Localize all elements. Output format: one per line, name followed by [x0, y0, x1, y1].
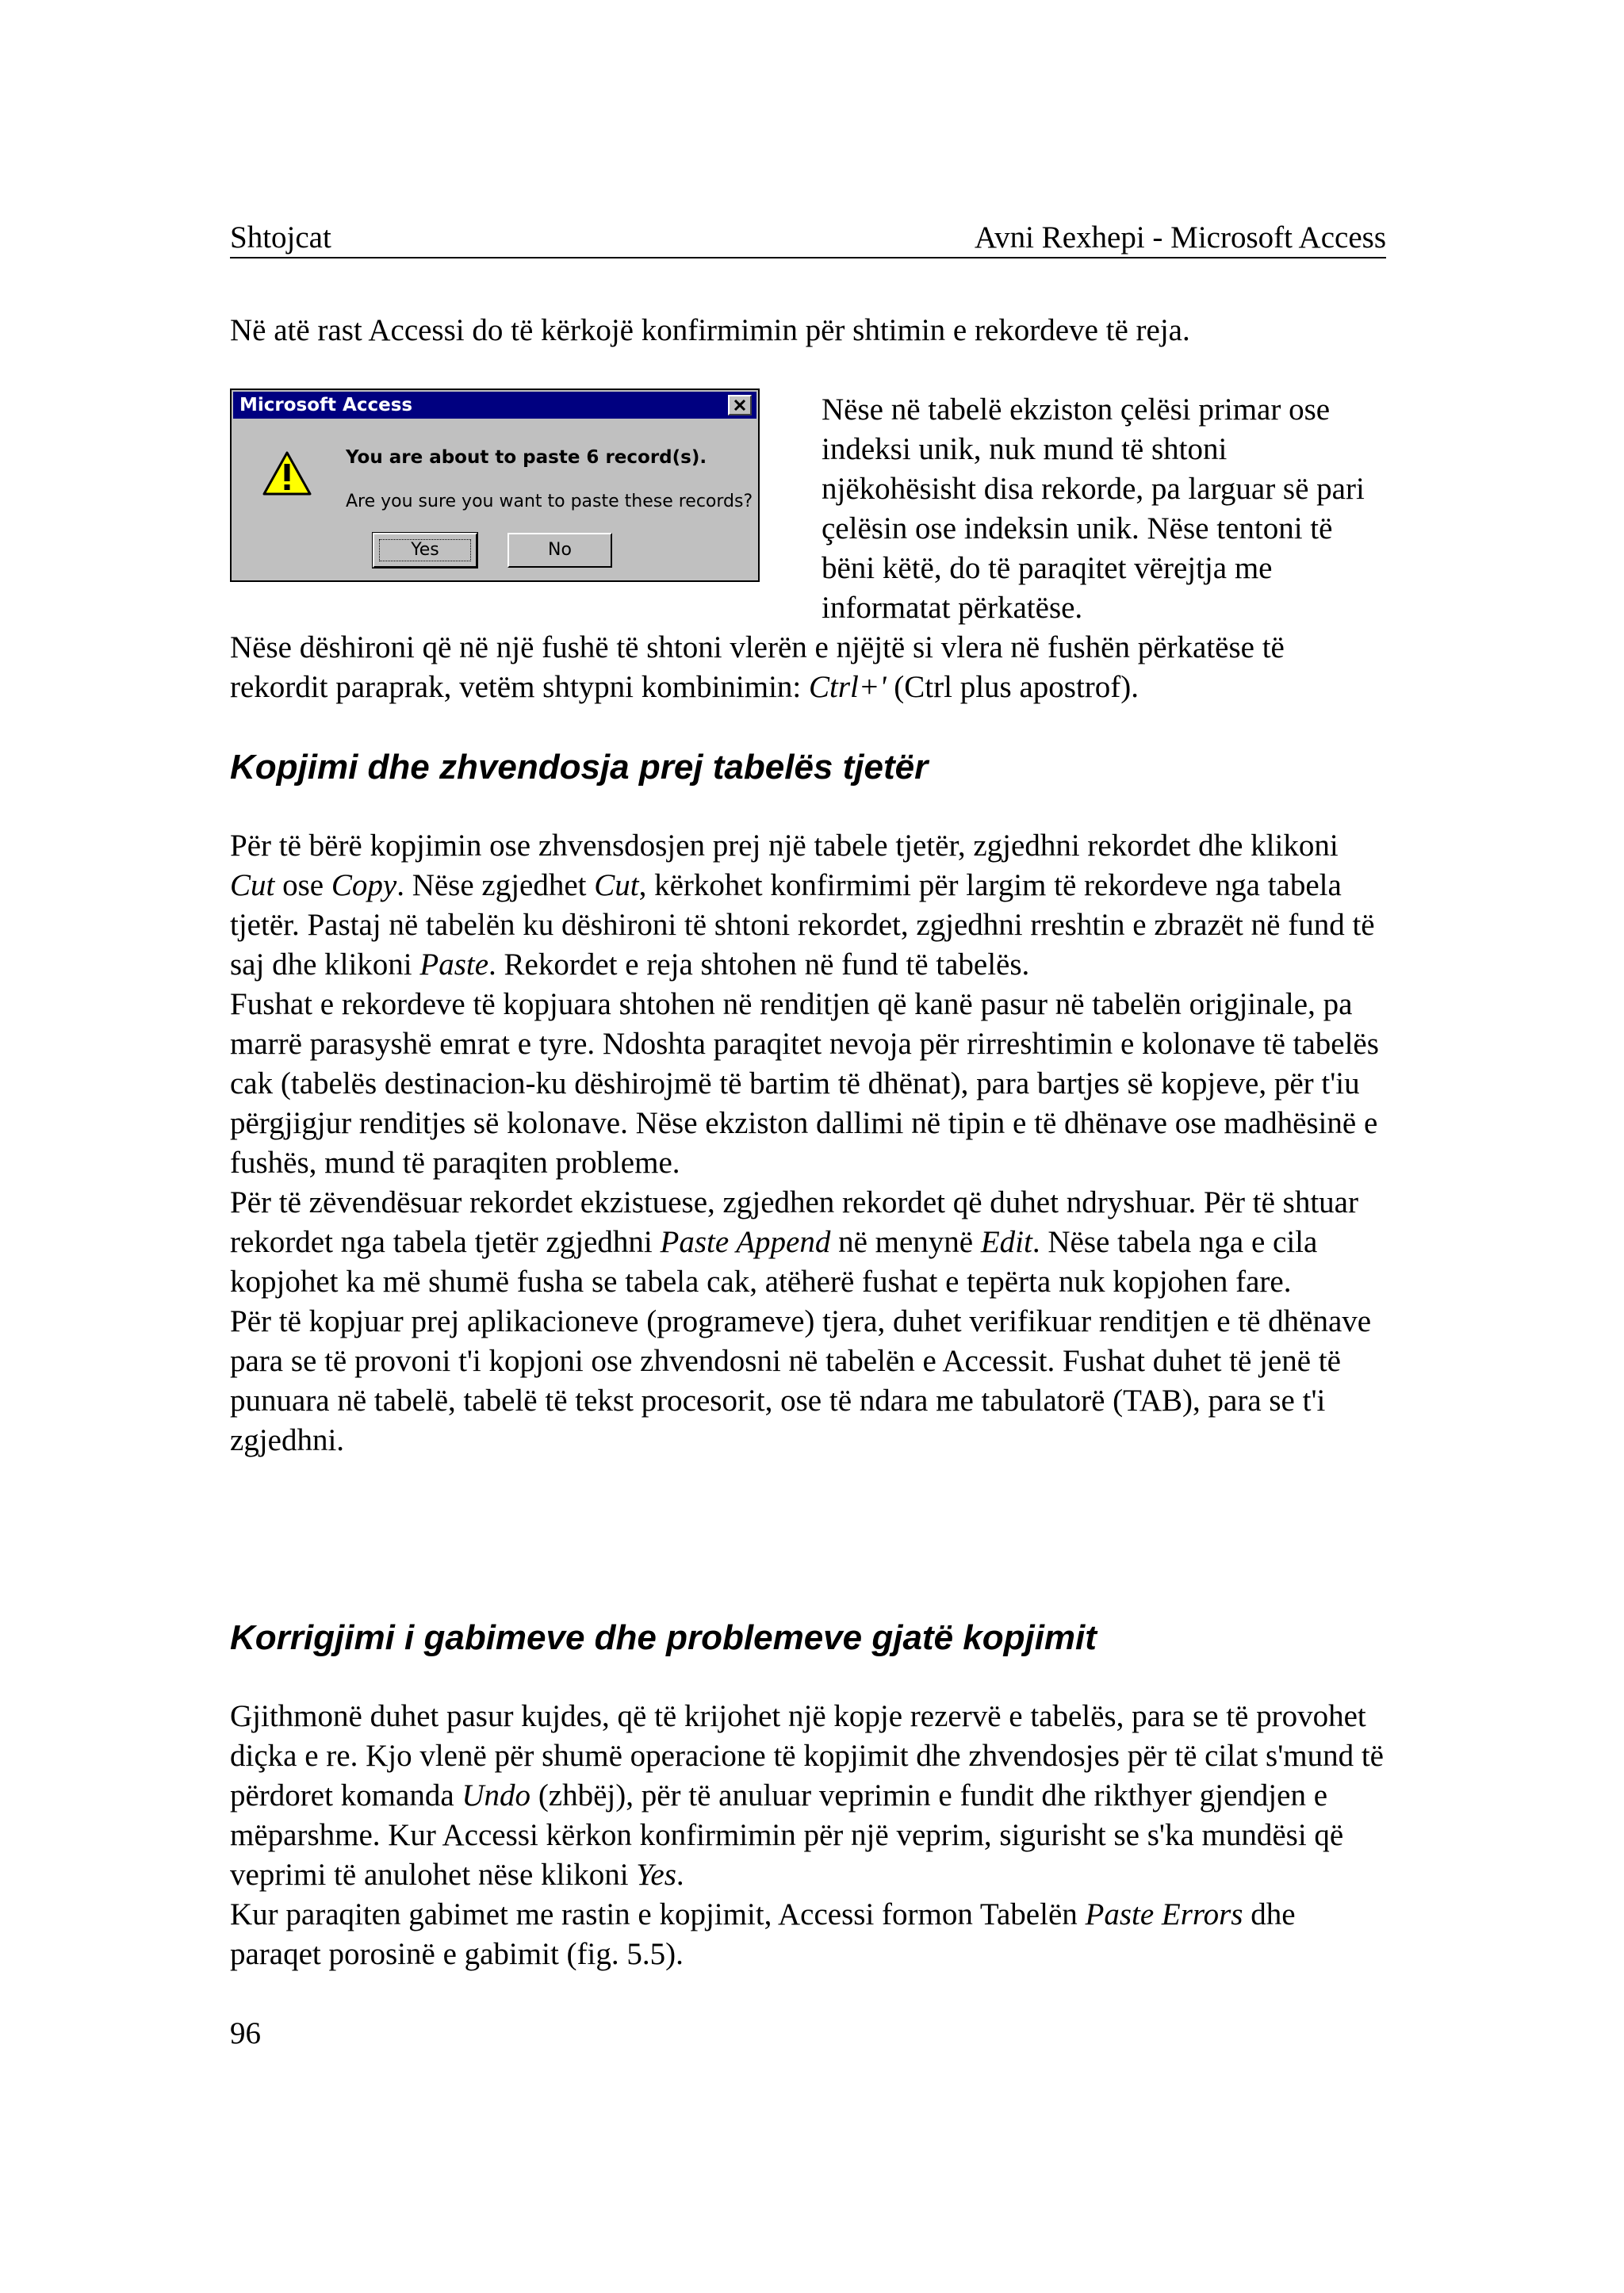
- section1-paragraph-4: Për të kopjuar prej aplikacioneve (programeve) tjera, duhet verifikuar renditjen e të dhënave para se të provoni t'i kopjoni ose zhvendosni në tabelën e Accessit. Fushat duhet të jenë të punuara në tabelë, tabelë të tekst procesorit, ose të ndara me tabulatorë (TAB), para se t'i zgjedhni.: [230, 1304, 1372, 1457]
- term-copy: Copy: [331, 868, 397, 902]
- ctrl-shortcut: Ctrl+': [809, 670, 887, 704]
- section1-paragraph-3: [230, 1183, 1388, 1302]
- text-run: , kërkohet konfirmimi për largim të rekordeve nga tabela tjetër. Pastaj në tabelën ku dëshironi të shtoni rekordet, zgjedhni rreshtin e zbrazët në fund të saj dhe klikoni: [230, 868, 1375, 982]
- section1-paragraph-1: [230, 826, 1388, 985]
- section-heading-kopjimi: Kopjimi dhe zhvendosja prej tabelës tjetër: [230, 748, 929, 787]
- term-paste-errors: Paste Errors: [1085, 1897, 1243, 1931]
- text-run: Gjithmonë duhet pasur kujdes, që të krijohet një kopje rezervë e tabelës, para se të provohet diçka e re. Kjo vlenë për shumë operacione të kopjimit dhe zhvendosjes për të cilat s'mund të përdoret komanda: [230, 1699, 1384, 1813]
- text-run: Për të bërë kopjimin ose zhvensdosjen prej një tabele tjetër, zgjedhni rekordet dhe klikoni: [230, 829, 1339, 863]
- dialog-message-question: Are you sure you want to paste these records?: [346, 492, 753, 511]
- intro-text: Në atë rast Accessi do të kërkojë konfirmimin për shtimin e rekordeve të reja.: [230, 313, 1190, 347]
- yes-button-label: Yes: [411, 540, 439, 560]
- section2-paragraph-2: [230, 1895, 1388, 1974]
- text-run: Kur paraqiten gabimet me rastin e kopjimit, Accessi formon Tabelën: [230, 1897, 1086, 1931]
- no-button-label: No: [548, 540, 572, 560]
- page-number: 96: [230, 2016, 261, 2050]
- term-edit: Edit: [980, 1225, 1032, 1259]
- ctrl-note-paragraph: [230, 628, 1388, 707]
- dialog-message-main: You are about to paste 6 record(s).: [346, 447, 707, 468]
- no-button[interactable]: [508, 533, 612, 568]
- text-run: . Rekordet e reja shtohen në fund të tabelës.: [488, 947, 1030, 982]
- section2-paragraph-1: [230, 1697, 1388, 1895]
- term-cut: Cut: [594, 868, 639, 902]
- yes-button[interactable]: [373, 533, 477, 568]
- text-run: . Nëse tabela nga e cila kopjohet ka më shumë fusha se tabela cak, atëherë fushat e tepërta nuk kopjohen fare.: [230, 1225, 1318, 1299]
- term-paste: Paste: [419, 947, 489, 982]
- text-run: Për të zëvendësuar rekordet ekzistuese, zgjedhen rekordet që duhet ndryshuar. Për të shtuar rekordet nga tabela tjetër zgjedhni: [230, 1185, 1358, 1259]
- section1-paragraph-2: Fushat e rekordeve të kopjuara shtohen në renditjen që kanë pasur në tabelën origjinale, pa marrë parasyshë emrat e tyre. Ndoshta paraqitet nevoja për rirreshtimin e kolonave të tabelës cak (tabelës destinacion-ku dëshirojmë të bartim të dhënat), para bartjes së kopjeve, për t'iu përgjigjur renditjes së kolonave. Nëse ekziston dallimi në tipin e të dhënave ose madhësinë e fushës, mund të paraqiten probleme.: [230, 987, 1379, 1180]
- section-kopjimi-body: [230, 826, 1388, 1460]
- text-run: (zhbëj), për të anuluar veprimin e fundit dhe rikthyer gjendjen e mëparshme. Kur Accessi kërkon konfirmimin për një veprim, sigurisht se s'ka mundësi që veprimi të anulohet nëse klikoni: [230, 1778, 1344, 1892]
- paste-confirm-dialog: [230, 389, 760, 582]
- term-yes: Yes: [636, 1858, 676, 1892]
- text-run: dhe paraqet porosinë e gabimit (fig. 5.5).: [230, 1897, 1296, 1971]
- side-note-paragraph: Nëse në tabelë ekziston çelësi primar ose indeksi unik, nuk mund të shtoni njëkohësisht disa rekorde, pa larguar së pari çelësin ose indeksin unik. Nëse tentoni të bëni këtë, do të paraqitet vërejtja me informatat përkatëse.: [822, 392, 1365, 625]
- text-run: .: [676, 1858, 684, 1892]
- running-header: [230, 219, 1386, 258]
- header-chapter: Shtojcat: [230, 220, 331, 255]
- term-paste-append: Paste Append: [660, 1225, 831, 1259]
- text-run: ose: [274, 868, 331, 902]
- intro-paragraph: [230, 311, 1388, 350]
- section-heading-korrigjimi: Korrigjimi i gabimeve dhe problemeve gjatë kopjimit: [230, 1618, 1097, 1657]
- section-korrigjimi-body: [230, 1697, 1388, 1974]
- ctrl-note-after: (Ctrl plus apostrof).: [886, 670, 1139, 704]
- warning-icon: [262, 450, 312, 500]
- text-run: . Nëse zgjedhet: [396, 868, 595, 902]
- dialog-title: Microsoft Access: [239, 395, 413, 415]
- dialog-close-button[interactable]: [728, 395, 752, 415]
- term-undo: Undo: [462, 1778, 531, 1813]
- close-icon: [733, 399, 746, 412]
- header-author-title: Avni Rexhepi - Microsoft Access: [974, 220, 1386, 255]
- dialog-titlebar: [233, 392, 756, 419]
- term-cut: Cut: [230, 868, 275, 902]
- ctrl-note-text: [230, 628, 1388, 707]
- ctrl-note-before: Nëse dëshironi që në një fushë të shtoni vlerën e njëjtë si vlera në fushën përkatëse të rekordit paraprak, vetëm shtypni kombinimin:: [230, 630, 1285, 704]
- text-run: në menynë: [830, 1225, 981, 1259]
